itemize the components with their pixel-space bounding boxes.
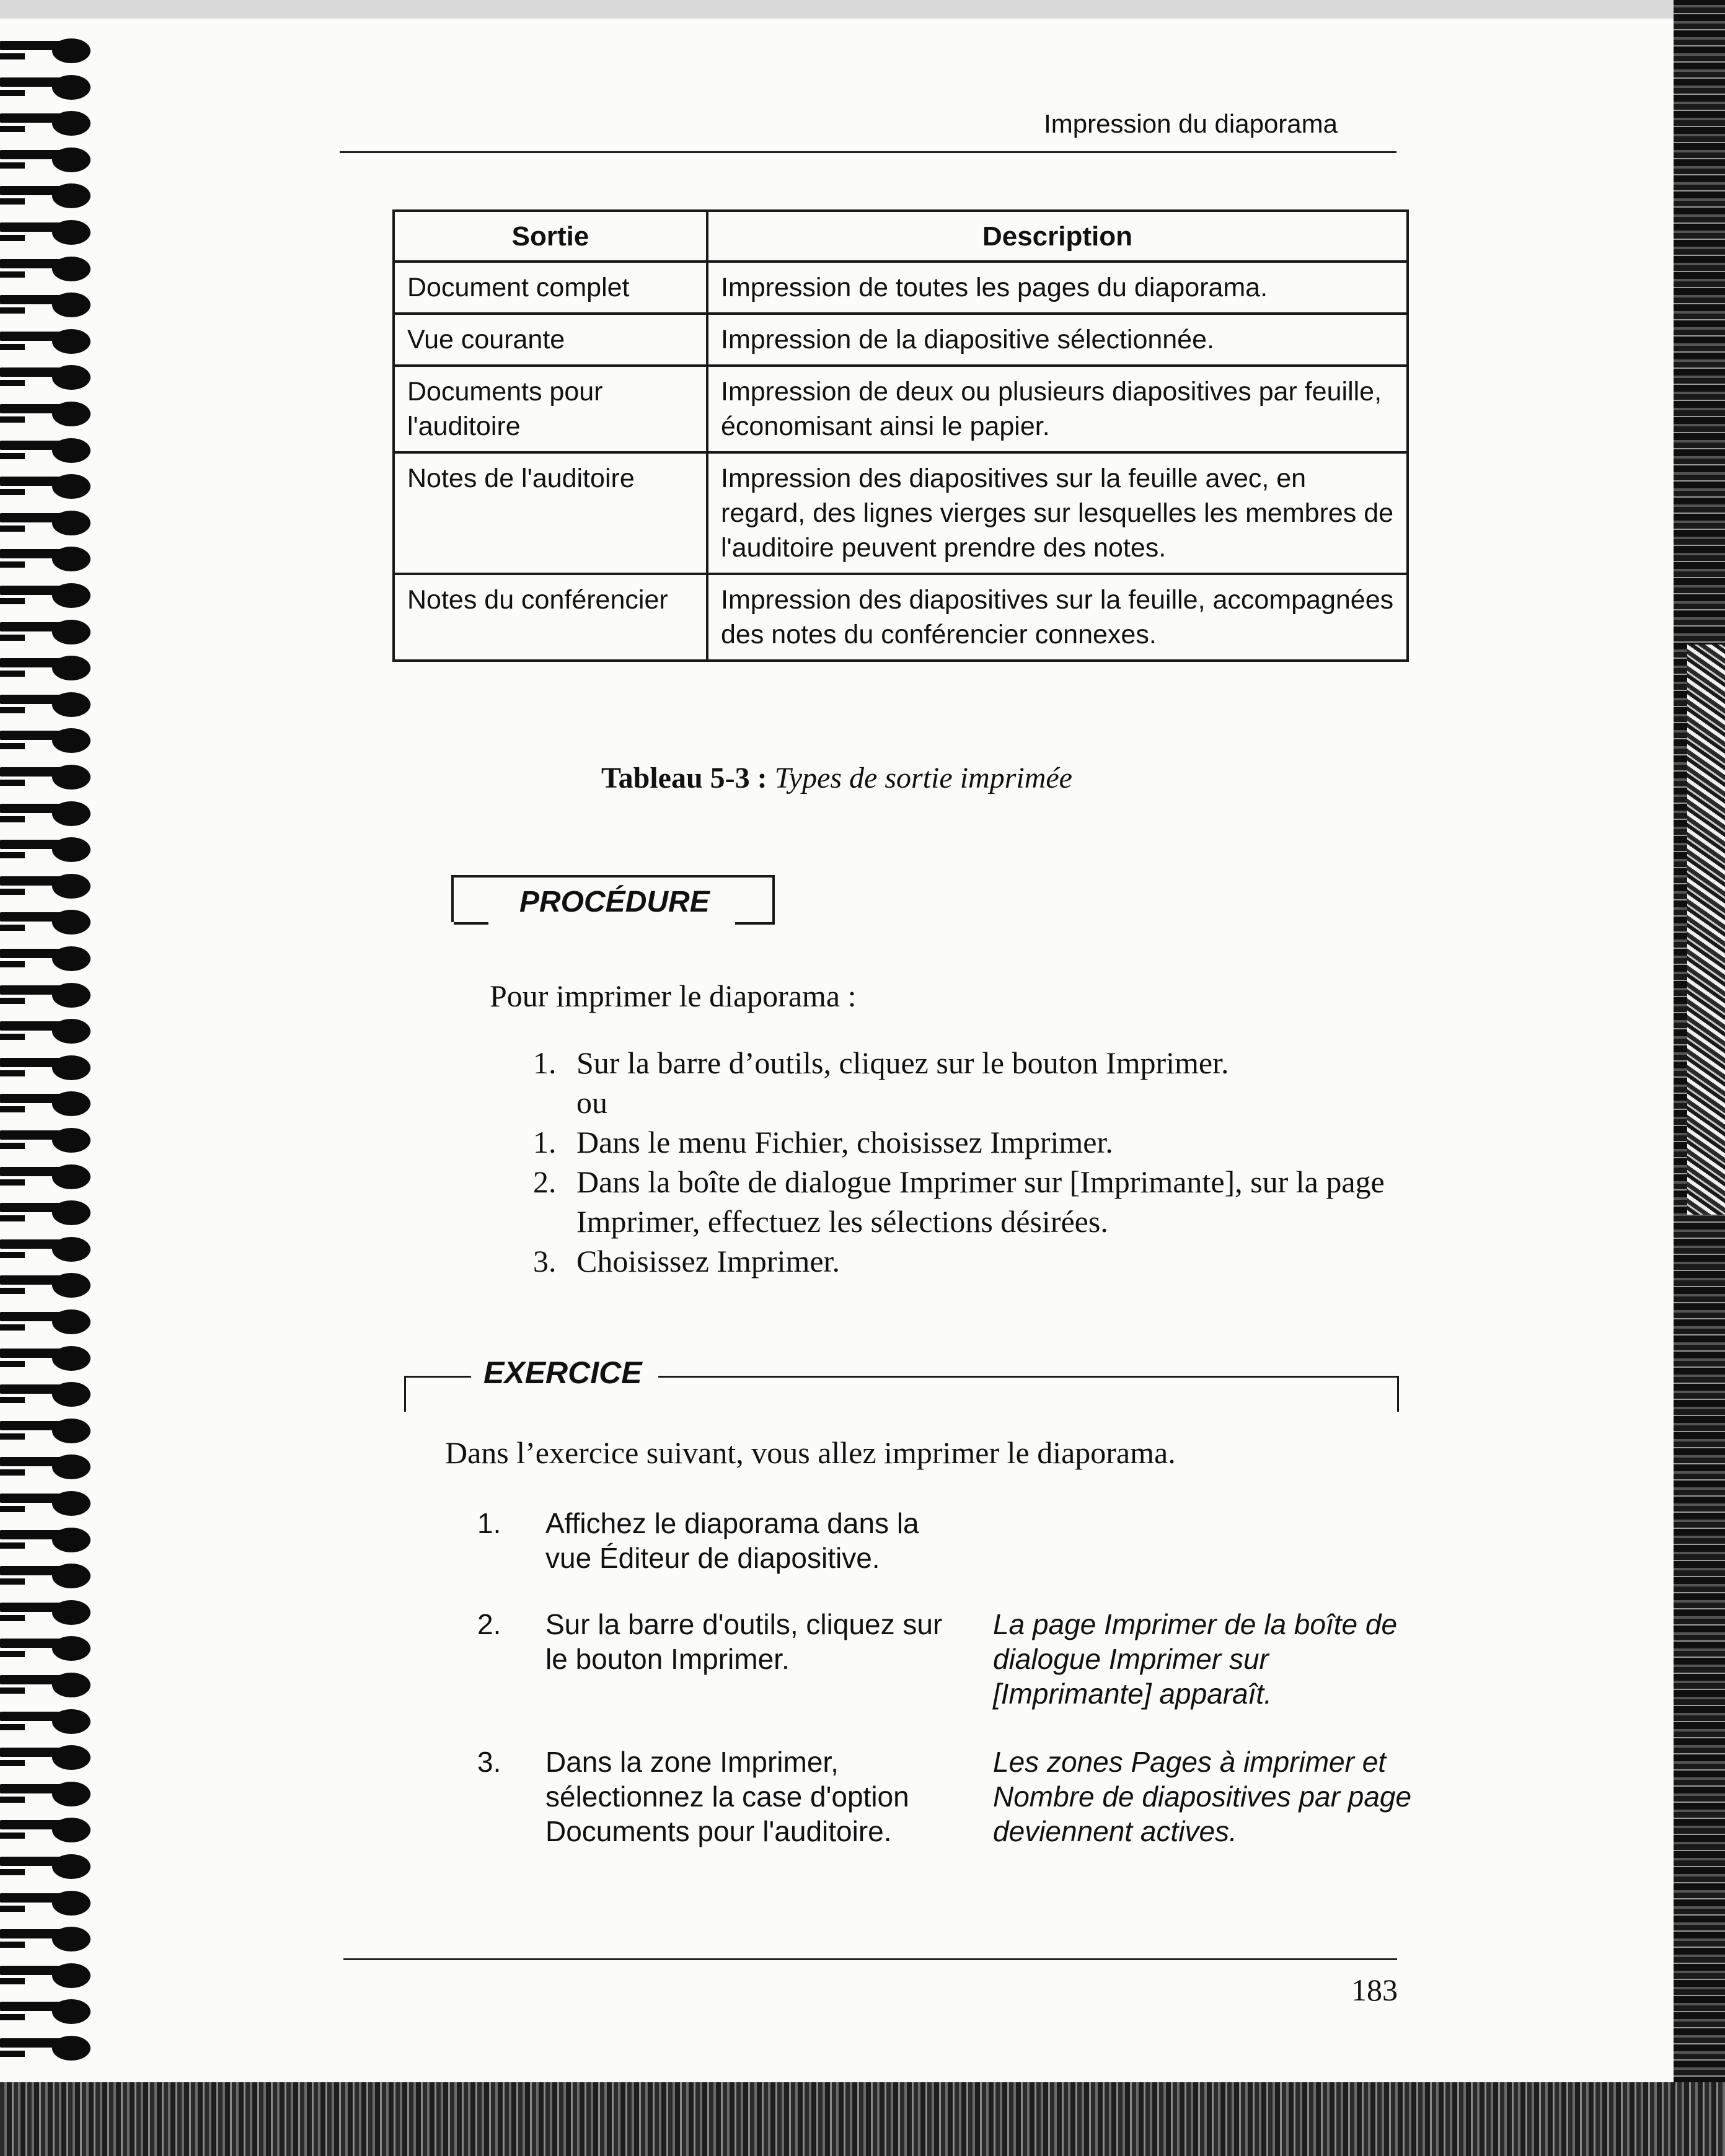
exercise-step — [477, 1745, 1469, 1850]
running-header: Impression du diaporama — [1044, 109, 1338, 138]
spiral-ring — [0, 1419, 93, 1443]
procedure-step — [533, 1122, 1432, 1162]
scan-top-edge — [0, 0, 1674, 19]
spiral-ring — [0, 692, 93, 717]
spiral-ring — [0, 1346, 93, 1371]
step-number: 3. — [533, 1244, 557, 1278]
cell-sortie: Document complet — [394, 262, 707, 314]
exercise-intro: Dans l’exercice suivant, vous allez imprimer le diaporama. — [445, 1435, 1176, 1470]
step-result-note: Les zones Pages à imprimer et Nombre de diapositives par page deviennent actives. — [993, 1746, 1412, 1847]
step-number: 1. — [477, 1507, 501, 1539]
table-caption — [0, 761, 1674, 795]
spiral-ring — [0, 1164, 93, 1189]
spiral-ring — [0, 1128, 93, 1153]
cell-description: Impression des diapositives sur la feuille, accompagnées des notes du conférencier connexes. — [707, 574, 1408, 661]
step-text: Affichez le diaporama dans la vue Éditeur de diapositive. — [545, 1507, 919, 1574]
exercise-step — [477, 1607, 1469, 1712]
cell-sortie: Vue courante — [394, 314, 707, 366]
exercise-bracket-right — [1397, 1376, 1399, 1412]
step-text: Choisissez Imprimer. — [576, 1244, 840, 1278]
spiral-ring — [0, 1382, 93, 1407]
spiral-ring — [0, 583, 93, 608]
table-row — [394, 452, 1408, 574]
cell-sortie: Documents pour l'auditoire — [394, 366, 707, 452]
cell-description: Impression de deux ou plusieurs diapositives par feuille, économisant ainsi le papier. — [707, 366, 1408, 452]
step-result-note: La page Imprimer de la boîte de dialogue Imprimer sur [Imprimante] apparaît. — [993, 1608, 1398, 1710]
spiral-ring — [0, 183, 93, 208]
spiral-ring — [0, 1745, 93, 1770]
spiral-ring — [0, 620, 93, 645]
spiral-ring — [0, 837, 93, 862]
spiral-ring — [0, 1999, 93, 2024]
procedure-heading: PROCÉDURE — [519, 886, 710, 918]
scan-bottom-edge — [0, 2082, 1725, 2156]
spiral-ring — [0, 1673, 93, 1697]
spiral-ring — [0, 1200, 93, 1225]
step-text: Sur la barre d’outils, cliquez sur le bouton Imprimer. — [576, 1045, 1229, 1080]
column-header-description: Description — [707, 211, 1408, 262]
spiral-ring — [0, 1709, 93, 1734]
spiral-ring — [0, 946, 93, 971]
step-text: Dans la zone Imprimer, sélectionnez la case d'option Documents pour l'auditoire. — [545, 1746, 909, 1847]
cell-sortie: Notes du conférencier — [394, 574, 707, 661]
spiral-ring — [0, 293, 93, 317]
table-header-row — [394, 211, 1408, 262]
table-row — [394, 574, 1408, 661]
procedure-step — [533, 1162, 1432, 1241]
spiral-ring — [0, 1055, 93, 1080]
spiral-ring — [0, 438, 93, 463]
step-number: 1. — [533, 1045, 557, 1080]
spiral-ring — [0, 511, 93, 535]
step-text: Sur la barre d'outils, cliquez sur le bouton Imprimer. — [545, 1608, 943, 1675]
spiral-ring — [0, 874, 93, 899]
caption-lead: Tableau 5-3 : — [601, 762, 767, 794]
spiral-ring — [0, 474, 93, 499]
spiral-ring — [0, 2036, 93, 2061]
step-text: Dans la boîte de dialogue Imprimer sur [Imprimante], sur la page Imprimer, effectuez les sélections désirées. — [576, 1164, 1385, 1239]
spiral-ring — [0, 402, 93, 426]
cell-description: Impression de toutes les pages du diaporama. — [707, 262, 1408, 314]
spiral-ring — [0, 801, 93, 826]
caption-text: Types de sortie imprimée — [774, 762, 1072, 794]
step-text: Dans le menu Fichier, choisissez Imprimer. — [576, 1125, 1113, 1159]
cell-sortie: Notes de l'auditoire — [394, 452, 707, 574]
table-row — [394, 262, 1408, 314]
exercise-rule-right — [658, 1376, 1399, 1378]
step-text: ou — [576, 1085, 607, 1120]
spiral-ring — [0, 75, 93, 100]
spiral-ring — [0, 1891, 93, 1916]
spiral-ring — [0, 547, 93, 571]
spiral-ring — [0, 1237, 93, 1262]
spiral-ring — [0, 656, 93, 680]
spiral-ring — [0, 1854, 93, 1879]
spiral-ring — [0, 329, 93, 354]
spiral-ring — [0, 983, 93, 1008]
spiral-ring — [0, 1818, 93, 1842]
spiral-ring — [0, 220, 93, 245]
step-number: 2. — [533, 1164, 557, 1199]
header-rule — [340, 151, 1396, 153]
procedure-step — [533, 1241, 1432, 1281]
spiral-ring — [0, 1564, 93, 1588]
spiral-ring — [0, 1019, 93, 1044]
spiral-ring — [0, 365, 93, 390]
spiral-ring — [0, 1782, 93, 1806]
spiral-ring — [0, 1963, 93, 1988]
spiral-ring — [0, 1600, 93, 1625]
exercise-rule-left — [404, 1376, 471, 1378]
spiral-ring — [0, 1528, 93, 1552]
spiral-binding — [0, 38, 99, 2082]
spiral-ring — [0, 1091, 93, 1116]
spiral-ring — [0, 38, 93, 63]
scan-right-noise — [1687, 645, 1725, 1215]
spiral-ring — [0, 1273, 93, 1298]
spiral-ring — [0, 257, 93, 281]
spiral-ring — [0, 910, 93, 935]
table-row — [394, 314, 1408, 366]
spiral-ring — [0, 1309, 93, 1334]
step-number: 2. — [477, 1608, 501, 1640]
spiral-ring — [0, 111, 93, 136]
spiral-ring — [0, 1927, 93, 1951]
exercise-heading: EXERCICE — [483, 1355, 642, 1390]
table-row — [394, 366, 1408, 452]
page-number: 183 — [1351, 1973, 1398, 2007]
exercise-step — [477, 1506, 1469, 1580]
exercise-bracket-left — [404, 1376, 406, 1412]
footer-rule — [343, 1958, 1397, 1960]
spiral-ring — [0, 728, 93, 753]
column-header-sortie: Sortie — [394, 211, 707, 262]
procedure-steps — [533, 1043, 1432, 1281]
procedure-step — [533, 1043, 1432, 1083]
cell-description: Impression de la diapositive sélectionnée. — [707, 314, 1408, 366]
output-types-table — [392, 209, 1409, 662]
spiral-ring — [0, 1454, 93, 1479]
cell-description: Impression des diapositives sur la feuille avec, en regard, des lignes vierges sur lesquelles les membres de l'auditoire peuvent prendre des notes. — [707, 452, 1408, 574]
spiral-ring — [0, 1636, 93, 1661]
spiral-ring — [0, 1491, 93, 1516]
procedure-step-alternative — [533, 1083, 1432, 1122]
procedure-intro: Pour imprimer le diaporama : — [490, 979, 857, 1013]
spiral-ring — [0, 147, 93, 172]
step-number: 3. — [477, 1746, 501, 1778]
step-number: 1. — [533, 1125, 557, 1159]
